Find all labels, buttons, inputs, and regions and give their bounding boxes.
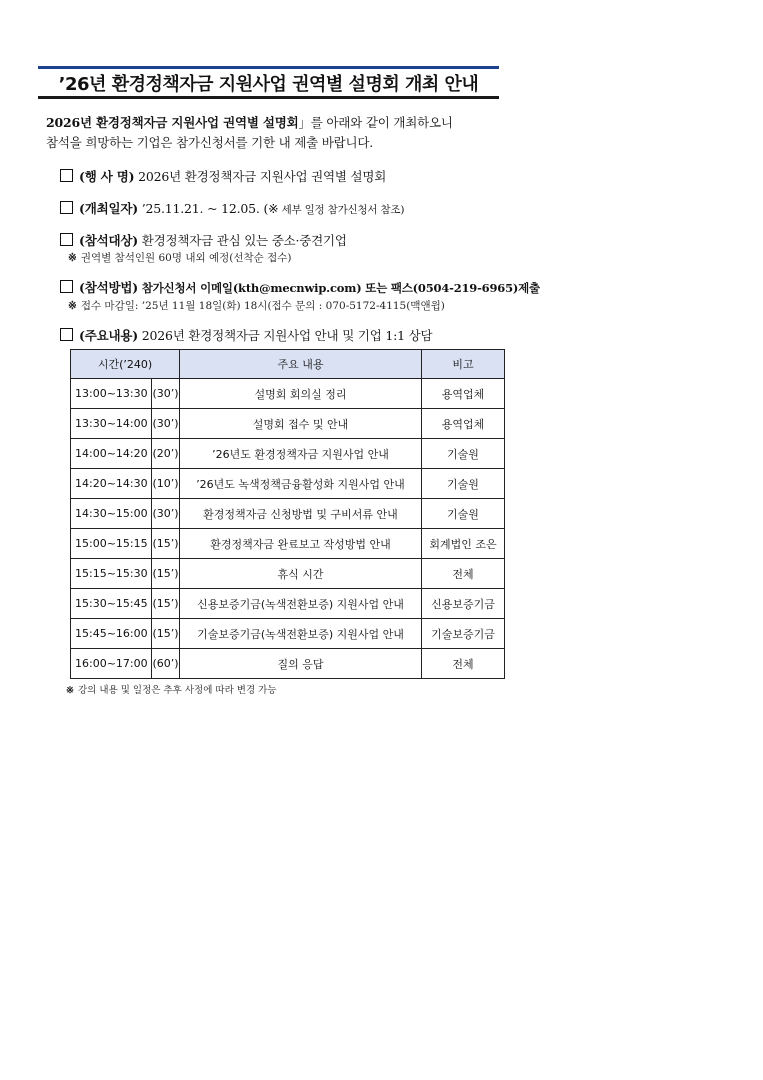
cell-duration: (30’) bbox=[152, 409, 180, 439]
cell-content: 설명회 접수 및 안내 bbox=[180, 409, 422, 439]
cell-time: 16:00~17:00 bbox=[71, 649, 152, 679]
cell-note: 전체 bbox=[422, 649, 505, 679]
cell-content: ’26년도 환경정책자금 지원사업 안내 bbox=[180, 439, 422, 469]
table-row bbox=[71, 469, 505, 499]
cell-note: 용역업체 bbox=[422, 379, 505, 409]
table-row bbox=[71, 529, 505, 559]
table-row bbox=[71, 589, 505, 619]
cell-note: 기술원 bbox=[422, 469, 505, 499]
cell-duration: (15’) bbox=[152, 559, 180, 589]
intro-event-name: 2026년 환경정책자금 지원사업 권역별 설명회 bbox=[46, 115, 299, 130]
cell-time: 15:00~15:15 bbox=[71, 529, 152, 559]
cell-content: 환경정책자금 완료보고 작성방법 안내 bbox=[180, 529, 422, 559]
cell-duration: (20’) bbox=[152, 439, 180, 469]
note-method: ※ 접수 마감일: ’25년 11월 18일(화) 18시(접수 문의 : 070-5172-4115(맥앤윕) bbox=[68, 300, 445, 312]
document-title-bar bbox=[38, 66, 499, 99]
cell-note: 용역업체 bbox=[422, 409, 505, 439]
cell-duration: (30’) bbox=[152, 499, 180, 529]
cell-time: 14:00~14:20 bbox=[71, 439, 152, 469]
note-target: ※ 권역별 참석인원 60명 내외 예정(선착순 접수) bbox=[68, 252, 292, 264]
cell-note: 회계법인 조은 bbox=[422, 529, 505, 559]
item-content: (주요내용) 2026년 환경정책자금 지원사업 안내 및 기업 1:1 상담 bbox=[60, 326, 432, 344]
cell-time: 13:00~13:30 bbox=[71, 379, 152, 409]
cell-time: 14:30~15:00 bbox=[71, 499, 152, 529]
table-row bbox=[71, 379, 505, 409]
checkbox-square-icon bbox=[60, 280, 73, 293]
intro-rest: 」를 아래와 같이 개최하오니 bbox=[298, 115, 453, 130]
table-row bbox=[71, 559, 505, 589]
item-method: (참석방법) 참가신청서 이메일(kth@mecnwip.com) 또는 팩스(0504-219-6965)제출 bbox=[60, 278, 540, 296]
schedule-table bbox=[70, 349, 505, 679]
cell-time: 13:30~14:00 bbox=[71, 409, 152, 439]
cell-duration: (30’) bbox=[152, 379, 180, 409]
table-row bbox=[71, 499, 505, 529]
cell-content: 신용보증기금(녹색전환보증) 지원사업 안내 bbox=[180, 589, 422, 619]
cell-content: 질의 응답 bbox=[180, 649, 422, 679]
intro-line-2: 참석을 희망하는 기업은 참가신청서를 기한 내 제출 바랍니다. bbox=[46, 135, 374, 150]
title-top-rule bbox=[38, 66, 499, 69]
cell-content: 휴식 시간 bbox=[180, 559, 422, 589]
cell-content: 설명회 회의실 정리 bbox=[180, 379, 422, 409]
checkbox-square-icon bbox=[60, 233, 73, 246]
cell-note: 기술보증기금 bbox=[422, 619, 505, 649]
cell-note: 전체 bbox=[422, 559, 505, 589]
footnote: ※ 강의 내용 및 일정은 추후 사정에 따라 변경 가능 bbox=[66, 685, 277, 696]
cell-note: 신용보증기금 bbox=[422, 589, 505, 619]
cell-duration: (15’) bbox=[152, 529, 180, 559]
cell-time: 15:15~15:30 bbox=[71, 559, 152, 589]
document-title: ’26년 환경정책자금 지원사업 권역별 설명회 개최 안내 bbox=[58, 74, 479, 95]
cell-time: 15:30~15:45 bbox=[71, 589, 152, 619]
table-row bbox=[71, 649, 505, 679]
cell-duration: (15’) bbox=[152, 589, 180, 619]
table-header-row bbox=[71, 350, 505, 379]
cell-note: 기술원 bbox=[422, 499, 505, 529]
cell-content: 기술보증기금(녹색전환보증) 지원사업 안내 bbox=[180, 619, 422, 649]
cell-note: 기술원 bbox=[422, 439, 505, 469]
checkbox-square-icon bbox=[60, 201, 73, 214]
checkbox-square-icon bbox=[60, 169, 73, 182]
table-row bbox=[71, 409, 505, 439]
item-event-name: (행 사 명) 2026년 환경정책자금 지원사업 권역별 설명회 bbox=[60, 167, 386, 185]
checkbox-square-icon bbox=[60, 328, 73, 341]
item-event-date: (개최일자) ’25.11.21. ~ 12.05. (※ 세부 일정 참가신청서 참조) bbox=[60, 199, 404, 217]
cell-time: 14:20~14:30 bbox=[71, 469, 152, 499]
item-target: (참석대상) 환경정책자금 관심 있는 중소·중견기업 bbox=[60, 231, 347, 249]
intro-line-1 bbox=[46, 113, 506, 133]
intro-paragraph bbox=[46, 113, 506, 153]
cell-content: 환경정책자금 신청방법 및 구비서류 안내 bbox=[180, 499, 422, 529]
cell-duration: (15’) bbox=[152, 619, 180, 649]
title-bottom-rule bbox=[38, 96, 499, 99]
cell-content: ’26년도 녹색정책금융활성화 지원사업 안내 bbox=[180, 469, 422, 499]
cell-time: 15:45~16:00 bbox=[71, 619, 152, 649]
header-note: 비고 bbox=[422, 350, 505, 379]
table-row bbox=[71, 619, 505, 649]
header-content: 주요 내용 bbox=[180, 350, 422, 379]
cell-duration: (60’) bbox=[152, 649, 180, 679]
header-time: 시간(’240) bbox=[71, 350, 180, 379]
table-row bbox=[71, 439, 505, 469]
cell-duration: (10’) bbox=[152, 469, 180, 499]
